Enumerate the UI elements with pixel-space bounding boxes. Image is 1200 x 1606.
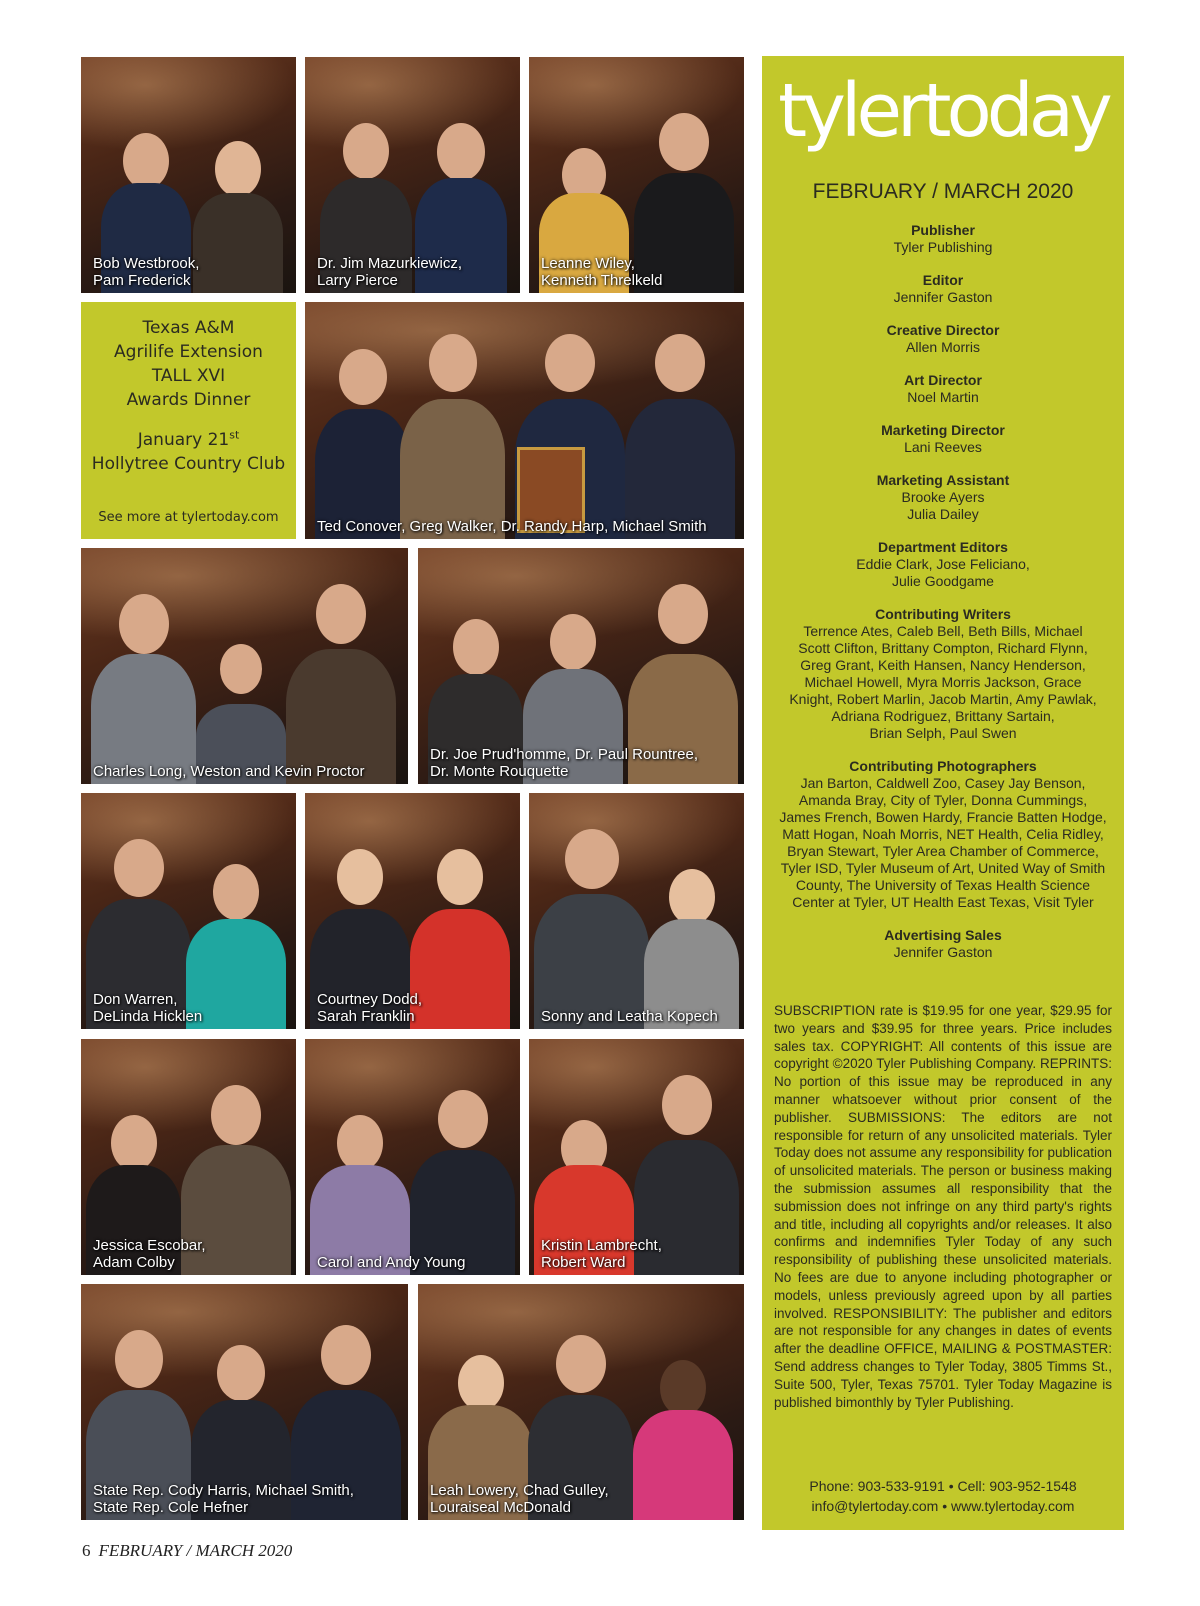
photo-caption: Ted Conover, Greg Walker, Dr. Randy Harp, Michael Smith <box>317 518 707 535</box>
event-photo <box>81 793 296 1029</box>
event-photo <box>305 302 744 539</box>
staff-role: Contributing Photographers Jan Barton, Caldwell Zoo, Casey Jay Benson, Amanda Bray, City of Tyler, Donna Cummings, James French, Bowen Hardy, Francie Batten Hodge, Matt Hogan, Noah Morris, NET Health, Celia Ridley, Bryan Stewart, Tyler Area Chamber of Commerce, Tyler ISD, Tyler Museum of Art, United Way of Smith County, The University of Texas Health Science Center at Tyler, UT Health East Texas, Visit Tyler <box>779 758 1107 910</box>
event-photo <box>529 793 744 1029</box>
event-more-link[interactable]: See more at tylertoday.com <box>98 510 279 525</box>
event-photo <box>305 793 520 1029</box>
photo-caption: Don Warren, DeLinda Hicklen <box>93 991 203 1025</box>
masthead-panel <box>762 56 1124 1530</box>
event-title-line: Texas A&M <box>142 318 235 338</box>
staff-role: Advertising Sales Jennifer Gaston <box>884 927 1002 960</box>
event-photo <box>529 57 744 293</box>
event-title-line: Awards Dinner <box>126 390 251 410</box>
photo-caption: Carol and Andy Young <box>317 1254 466 1271</box>
event-info-box <box>81 302 296 539</box>
staff-role: Art Director Noel Martin <box>904 372 982 405</box>
masthead-issue-date: FEBRUARY / MARCH 2020 <box>812 180 1074 203</box>
event-title-line: Agrilife Extension <box>114 342 263 362</box>
event-photo <box>305 57 520 293</box>
tylertoday-logo: tylertoday <box>778 68 1108 154</box>
event-photo <box>305 1039 520 1275</box>
contact-phone: Phone: 903-533-9191 • Cell: 903-952-1548 <box>809 1478 1077 1494</box>
legal-notice: SUBSCRIPTION rate is $19.95 for one year, $29.95 for two years and $39.95 for three years. Price includes sales tax. COPYRIGHT: All contents of this issue are copyright ©2020 Tyler Publishing Company. REPRINTS: No portion of this issue may be reproduced in any manner whatsoever without prior consent of the publisher. SUBMISSIONS: The editors are not responsible for return of any unsolicited materials. Tyler Today does not assume any responsibility for publication of unsolicited materials. The person or business making the submission assumes all responsibility that the submission does not infringe on any third party's rights and title, including all copyrights and/or releases. It also confirms and indemnifies Tyler Today of any such responsibility of publishing these unsolicited materials. No fees are due to anyone including photographer or models, unless previously agreed upon by all parties involved. RESPONSIBILITY: The publisher and editors are not responsible for any changes in dates of events after the deadline OFFICE, MAILING & POSTMASTER: Send address changes to Tyler Today, 3805 Timms St., Suite 500, Tyler, Texas 75701. Tyler Today Magazine is published bimonthly by Tyler Publishing. <box>774 1003 1112 1410</box>
event-date: January 21st <box>137 428 240 450</box>
contact-web[interactable]: info@tylertoday.com • www.tylertoday.com <box>811 1498 1075 1514</box>
photo-caption: Courtney Dodd, Sarah Franklin <box>317 991 423 1025</box>
contact-info <box>762 1476 1124 1516</box>
staff-role: Creative Director Allen Morris <box>886 322 1000 355</box>
staff-role: Editor Jennifer Gaston <box>893 272 993 305</box>
staff-list <box>770 222 1116 977</box>
page-folio <box>82 1541 292 1561</box>
photo-caption: Dr. Joe Prud'homme, Dr. Paul Rountree, Dr. Monte Rouquette <box>430 746 698 780</box>
photo-caption: Kristin Lambrecht, Robert Ward <box>541 1237 662 1271</box>
folio-issue: FEBRUARY / MARCH 2020 <box>98 1541 293 1560</box>
photo-caption: Jessica Escobar, Adam Colby <box>93 1237 206 1271</box>
event-title-line: TALL XVI <box>151 366 226 386</box>
photo-caption: Dr. Jim Mazurkiewicz, Larry Pierce <box>317 255 463 289</box>
event-photo <box>81 57 296 293</box>
staff-role: Contributing Writers Terrence Ates, Caleb Bell, Beth Bills, Michael Scott Clifton, Brittany Compton, Richard Flynn, Greg Grant, Keith Hansen, Nancy Henderson, Michael Howell, Myra Morris Jackson, Grace Knight, Robert Marlin, Jacob Martin, Amy Pawlak, Adriana Rodriguez, Brittany Sartain, Brian Selph, Paul Swen <box>789 606 1097 741</box>
staff-role: Publisher Tyler Publishing <box>893 222 993 255</box>
event-photo <box>418 1284 744 1520</box>
event-photo <box>81 1039 296 1275</box>
event-venue: Hollytree Country Club <box>91 454 286 474</box>
photo-caption: State Rep. Cody Harris, Michael Smith, State Rep. Cole Hefner <box>93 1482 354 1516</box>
photo-caption: Charles Long, Weston and Kevin Proctor <box>93 763 365 780</box>
staff-role: Marketing Director Lani Reeves <box>881 422 1005 455</box>
page-number: 6 <box>82 1541 91 1560</box>
event-photo <box>81 1284 408 1520</box>
photo-caption: Sonny and Leatha Kopech <box>541 1008 718 1025</box>
staff-role: Marketing Assistant Brooke Ayers Julia Dailey <box>876 472 1010 522</box>
photo-caption: Leah Lowery, Chad Gulley, Louraiseal McDonald <box>430 1482 609 1516</box>
event-photo <box>81 548 408 784</box>
photo-caption: Leanne Wiley, Kenneth Threlkeld <box>541 255 663 289</box>
event-photo <box>418 548 744 784</box>
staff-role: Department Editors Eddie Clark, Jose Feliciano, Julie Goodgame <box>856 539 1030 589</box>
photo-caption: Bob Westbrook, Pam Frederick <box>93 255 200 289</box>
event-photo <box>529 1039 744 1275</box>
